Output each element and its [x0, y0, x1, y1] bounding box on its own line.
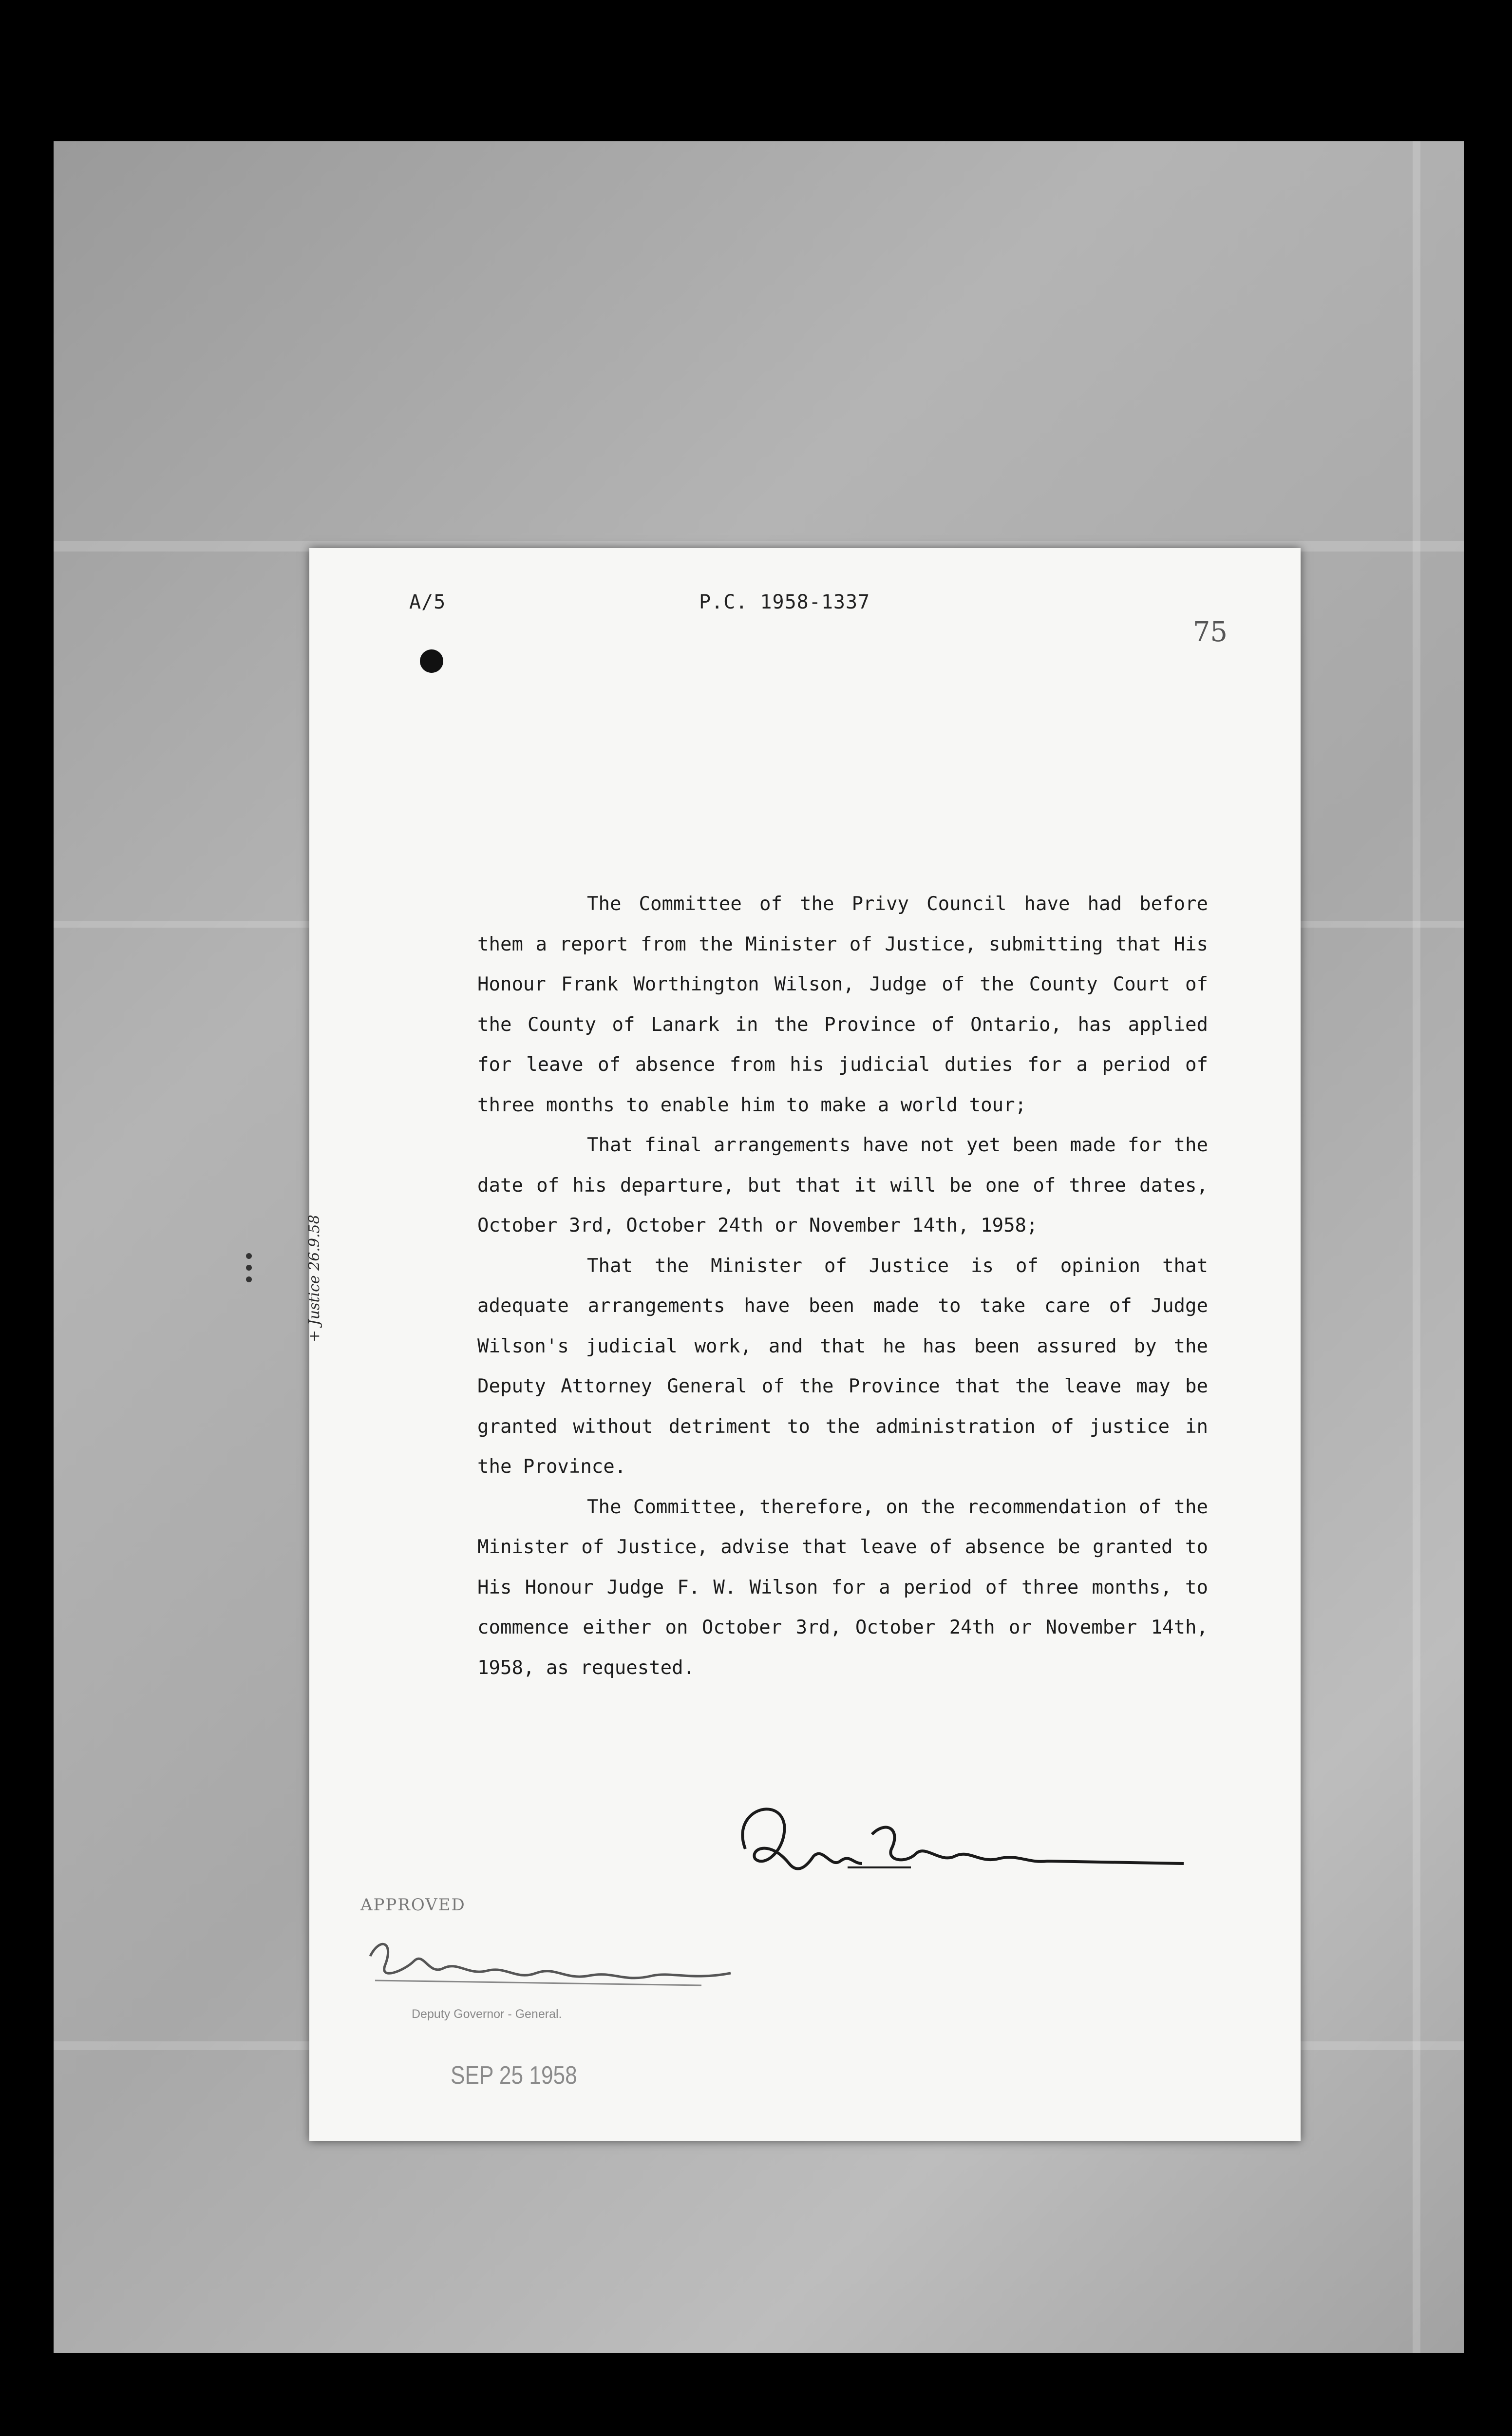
punch-hole	[420, 649, 443, 673]
paragraph-1: The Committee of the Privy Council have had before them a report from the Minister of Justice, submitting that His Honour Frank Worthington Wilson, Judge of the County Court of the County of Lanark in the Province of Ontario, has applied for leave of absence from his judicial duties for a period of three months to enable him to make a world tour;	[477, 893, 1208, 1116]
paragraph-2: That final arrangements have not yet been made for the date of his departure, but that it will be one of three dates, October 3rd, October 24th or November 14th, 1958;	[477, 1134, 1208, 1237]
document-page	[309, 548, 1301, 2141]
approval-date-stamp: SEP 25 1958	[451, 2061, 577, 2090]
paragraph-4: The Committee, therefore, on the recommendation of the Minister of Justice, advise that leave of absence be granted to His Honour Judge F. W. Wilson for a period of three months, to commence either on October 3rd, October 24th or November 14th, 1958, as requested.	[477, 1496, 1208, 1679]
margin-note: + Justice 26.9.58	[306, 1215, 323, 1342]
approved-label: APPROVED	[360, 1895, 466, 1915]
order-number: P.C. 1958-1337	[699, 591, 870, 613]
margin-dots	[246, 1247, 252, 1288]
clerk-signature	[726, 1790, 1189, 1903]
file-code: A/5	[409, 591, 446, 613]
order-body	[477, 884, 1208, 1688]
approver-signature	[360, 1927, 740, 2000]
approver-title: Deputy Governor - General.	[412, 2007, 562, 2021]
page-number: 75	[1192, 616, 1228, 648]
paragraph-3: That the Minister of Justice is of opinion that adequate arrangements have been made to take care of Judge Wilson's judicial work, and that he has been assured by the Deputy Attorney General of the Province that the leave may be granted without detriment to the administration of justice in the Province.	[477, 1255, 1208, 1478]
